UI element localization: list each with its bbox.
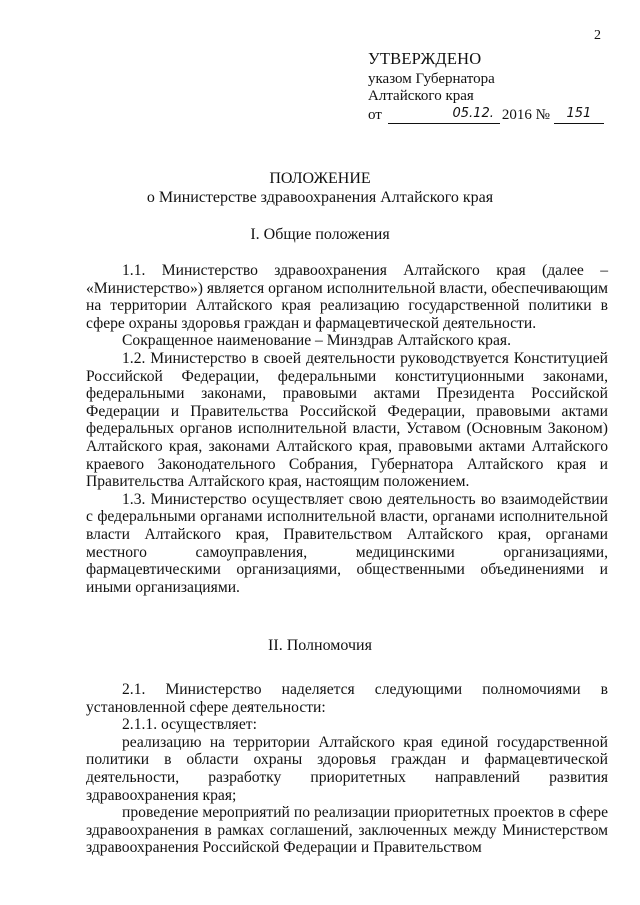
- number-blank: [554, 107, 604, 124]
- number-handwritten: 151: [566, 106, 592, 121]
- section-2-title: II. Полномочия: [268, 637, 372, 654]
- section-1-title: I. Общие положения: [250, 226, 390, 243]
- date-blank: [388, 107, 500, 124]
- approval-stamp: УТВЕРЖДЕНО: [368, 49, 482, 68]
- approval-from-label: от: [368, 107, 382, 123]
- date-handwritten: 05.12.: [452, 106, 494, 121]
- approval-line-1: указом Губернатора: [368, 71, 495, 87]
- approval-line-2: Алтайского края: [368, 88, 474, 104]
- approval-sign-line: [368, 107, 608, 124]
- page-number: 2: [594, 28, 601, 43]
- paragraph-1-2: 1.2. Министерство в своей деятельности руководствуется Конституцией Российской Федерации, федеральными конституционными законами, федеральными законами, правовыми актами Президента Российской Федерации и Правительства Российской Федерации, правовыми актами федеральных органов исполнительной власти, Уставом (Основным Законом) Алтайского края, законами Алтайского края, правовыми актами Алтайского краевого Законодательного Собрания, Губернатора Алтайского края и Правительства Алтайского края, настоящим положением.: [86, 349, 608, 491]
- paragraph-2-1-1: 2.1.1. осуществляет:: [122, 716, 257, 734]
- section-1-body: [86, 262, 608, 596]
- paragraph-projects: проведение мероприятий по реализации приоритетных проектов в сфере здравоохранения в рамках соглашений, заключенных между Министерством здравоохранения Российской Федерации и Правительством: [86, 804, 608, 857]
- approval-year-label: 2016 №: [501, 107, 550, 123]
- paragraph-policy: реализацию на территории Алтайского края единой государственной политики в области охраны здоровья граждан и фармацевтической деятельности, разработку приоритетных направлений развития здравоохранения края;: [86, 733, 608, 804]
- approval-block: [368, 50, 608, 124]
- paragraph-1-1: 1.1. Министерство здравоохранения Алтайского края (далее – «Министерство») является органом исполнительной власти, обеспечивающим на территории Алтайского края реализацию государственной политики в сфере охраны здоровья граждан и фармацевтической деятельности.: [86, 262, 608, 332]
- section-2-body: [86, 681, 608, 857]
- document-subtitle: о Министерстве здравоохранения Алтайского края: [146, 189, 494, 206]
- paragraph-1-3: 1.3. Министерство осуществляет свою деятельность во взаимодействии с федеральными органами исполнительной власти, органами исполнительной власти Алтайского края, Правительством Алтайского края, органами местного самоуправления, медицинскими организациями, фармацевтическими организациями, общественными объединениями и иными организациями.: [86, 490, 608, 596]
- paragraph-short-name: Сокращенное наименование – Минздрав Алтайского края.: [122, 332, 511, 350]
- paragraph-2-1: 2.1. Министерство наделяется следующими полномочиями в установленной сфере деятельности:: [86, 681, 608, 716]
- document-title: ПОЛОЖЕНИЕ: [269, 170, 371, 187]
